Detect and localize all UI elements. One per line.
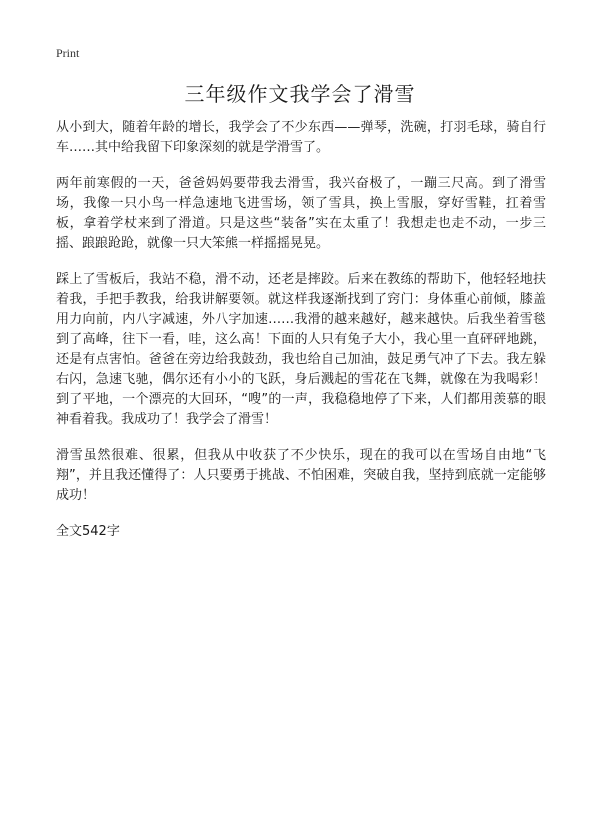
article-body	[56, 118, 546, 542]
paragraph-1: 从小到大，随着年龄的增长，我学会了不少东西——弹琴，洗碗，打羽毛球，骑自行车……其中给我留下印象深刻的就是学滑雪了。	[56, 120, 546, 155]
paragraph-3: 踩上了雪板后，我站不稳，滑不动，还老是摔跤。后来在教练的帮助下，他轻轻地扶着我，手把手教我，给我讲解要领。就这样我逐渐找到了窍门：身体重心前倾，膝盖用力向前，内八字减速，外八字加速……我滑的越来越好，越来越快。后我坐着雪毯到了高峰，往下一看，哇，这么高！下面的人只有兔子大小，我心里一直砰砰地跳，还是有点害怕。爸爸在旁边给我鼓劲，我也给自己加油，鼓足勇气冲了下去。我左躲右闪，急速飞驰，偶尔还有小小的飞跃，身后溅起的雪花在飞舞，就像在为我喝彩！到了平地，一个漂亮的大回环，“嗖”的一声，我稳稳地停了下来，人们都用羡慕的眼神看着我。我成功了！我学会了滑雪！	[56, 272, 546, 427]
article-title: 三年级作文我学会了滑雪	[184, 82, 416, 106]
word-count: 全文542字	[56, 524, 120, 539]
paragraph-4: 滑雪虽然很难、很累，但我从中收获了不少快乐，现在的我可以在雪场自由地“飞翔”，并且我还懂得了：人只要勇于挑战、不怕困难，突破自我，坚持到底就一定能够成功！	[56, 448, 546, 503]
paragraph-2: 两年前寒假的一天，爸爸妈妈要带我去滑雪，我兴奋极了，一蹦三尺高。到了滑雪场，我像一只小鸟一样急速地飞进雪场，领了雪具，换上雪服，穿好雪鞋，扛着雪板，拿着学杖来到了滑道。只是这些“装备”实在太重了！我想走也走不动，一步三摇、踉踉跄跄，就像一只大笨熊一样摇摇晃晃。	[56, 176, 546, 251]
print-link[interactable]: Print	[56, 46, 80, 60]
